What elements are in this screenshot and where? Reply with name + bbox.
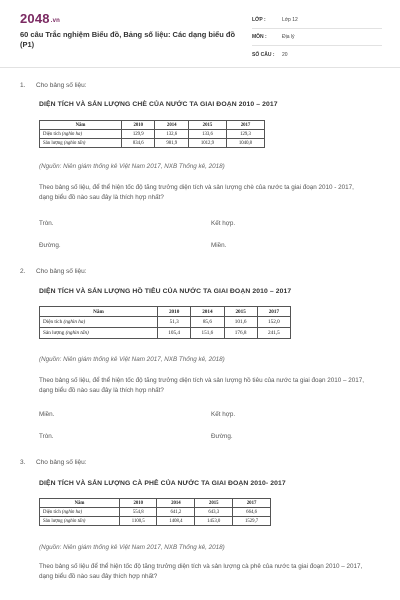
answer-option-a[interactable]: Tròn.	[39, 220, 54, 227]
table-source: (Nguồn: Niên giám thống kê Việt Nam 2017, NXB Thống kê, 2018)	[39, 544, 225, 551]
table-cell: 129,3	[226, 130, 264, 139]
question-2	[20, 268, 382, 448]
table-cell: 85,6	[191, 317, 224, 328]
table-row	[40, 139, 265, 148]
answer-option-b[interactable]: Kết hợp.	[211, 411, 236, 418]
table-row	[40, 508, 271, 517]
table-header-cell: 2015	[188, 121, 226, 130]
table-header-cell: 2015	[195, 499, 233, 508]
table-header-cell: 2014	[191, 307, 224, 317]
row-label	[40, 139, 122, 148]
meta-row-count	[252, 46, 382, 63]
answer-option-d[interactable]: Đường.	[211, 433, 233, 440]
table-heading: DIỆN TÍCH VÀ SẢN LƯỢNG CHÈ CỦA NƯỚC TA GIAI ĐOẠN 2010 – 2017	[39, 101, 278, 108]
table-cell: 1100,5	[120, 517, 157, 526]
table-header-cell: Năm	[40, 499, 120, 508]
meta-key: SỐ CÂU :	[252, 51, 275, 58]
table-row	[40, 517, 271, 526]
table-cell: 1040,8	[226, 139, 264, 148]
table-cell: 151,6	[191, 328, 224, 339]
row-label	[40, 508, 120, 517]
logo-suffix: .vn	[50, 18, 61, 24]
table-heading: DIỆN TÍCH VÀ SẢN LƯỢNG HỒ TIÊU CỦA NƯỚC TA GIAI ĐOẠN 2010 – 2017	[39, 288, 292, 295]
question-prompt: Theo bảng số liệu, để thể hiện tốc độ tăng trưởng diện tích và sản lượng chè của nước ta giai đoạn 2010 - 2017, dạng biểu đồ nào sau đây là thích hợp nhất?	[39, 184, 354, 201]
row-unit: (nghìn ha)	[63, 319, 86, 325]
table-header-cell: 2017	[233, 499, 271, 508]
meta-value: Địa lý	[282, 34, 295, 40]
table-header-cell: 2010	[120, 499, 157, 508]
table-cell: 1529,7	[233, 517, 271, 526]
row-unit: (nghìn tấn)	[65, 330, 89, 336]
question-intro: Cho bảng số liệu:	[36, 82, 87, 89]
table-cell: 641,2	[157, 508, 195, 517]
row-label-text: Diện tích	[43, 131, 61, 137]
row-label	[40, 328, 158, 339]
answer-option-d[interactable]: Miền.	[211, 242, 227, 249]
answer-option-b[interactable]: Kết hợp.	[211, 220, 236, 227]
meta-row-class	[252, 12, 382, 29]
question-prompt: Theo bảng số liệu để thể hiện tốc độ tăng trưởng diện tích và sản lượng cà phê của nước ta giai đoạn 2010 – 2017, dạng biểu đồ nào sau đây thích hợp nhất?	[39, 563, 363, 580]
table-header-row	[40, 121, 265, 130]
meta-value: 20	[282, 51, 288, 58]
row-label-text: Diện tích	[43, 509, 61, 515]
table-cell: 554,8	[120, 508, 157, 517]
table-header-cell: Năm	[40, 121, 122, 130]
table-header-cell: 2010	[158, 307, 191, 317]
row-label-text: Sản lượng	[43, 330, 65, 336]
table-header-cell: 2014	[157, 499, 195, 508]
answer-option-c[interactable]: Đường.	[39, 242, 61, 249]
table-cell: 129,9	[122, 130, 155, 139]
table-cell: 152,0	[257, 317, 290, 328]
document-meta	[252, 12, 382, 63]
table-source: (Nguồn: Niên giám thống kê Việt Nam 2017, NXB Thống kê, 2018)	[39, 356, 225, 363]
answer-option-c[interactable]: Tròn.	[39, 433, 54, 440]
row-label-text: Sản lượng	[43, 518, 63, 524]
row-label	[40, 317, 158, 328]
question-number: 1.	[20, 82, 26, 89]
table-cell: 133,6	[188, 130, 226, 139]
question-intro: Cho bảng số liệu:	[36, 268, 87, 275]
question-intro: Cho bảng số liệu:	[36, 459, 87, 466]
site-logo[interactable]	[20, 11, 60, 26]
table-cell: 51,3	[158, 317, 191, 328]
row-label	[40, 517, 120, 526]
row-unit: (nghìn ha)	[61, 509, 83, 515]
table-header-cell: Năm	[40, 307, 158, 317]
table-source: (Nguồn: Niên giám thống kê Việt Nam 2017, NXB Thống kê, 2018)	[39, 163, 225, 170]
table-cell: 643,3	[195, 508, 233, 517]
meta-row-subject	[252, 29, 382, 46]
document-header	[0, 0, 400, 68]
row-unit: (nghìn ha)	[61, 131, 83, 137]
table-header-cell: 2015	[224, 307, 257, 317]
table-cell: 176,8	[224, 328, 257, 339]
meta-key: LỚP :	[252, 17, 266, 23]
row-label-text: Sản lượng	[43, 140, 63, 146]
table-cell: 105,4	[158, 328, 191, 339]
row-unit: (nghìn tấn)	[63, 518, 86, 524]
question-prompt: Theo bảng số liệu, để thể hiện tốc độ tăng trưởng diện tích và sản lượng hồ tiêu của nước ta giai đoạn 2010 – 2017, dạng biểu đồ nào sau đây là thích hợp nhất?	[39, 377, 365, 394]
table-cell: 1012,9	[188, 139, 226, 148]
table-row	[40, 130, 265, 139]
table-header-cell: 2017	[226, 121, 264, 130]
table-cell: 664,6	[233, 508, 271, 517]
meta-value: Lớp 12	[282, 17, 298, 23]
table-cell: 1408,4	[157, 517, 195, 526]
table-header-row	[40, 307, 291, 317]
row-label	[40, 130, 122, 139]
table-header-row	[40, 499, 271, 508]
row-label-text: Diện tích	[43, 319, 63, 325]
logo-text: 2048	[20, 11, 50, 26]
table-header-cell: 2017	[257, 307, 290, 317]
table-cell: 241,5	[257, 328, 290, 339]
data-table	[39, 498, 271, 526]
question-number: 3.	[20, 459, 26, 466]
table-row	[40, 328, 291, 339]
row-unit: (nghìn tấn)	[63, 140, 86, 146]
table-row	[40, 317, 291, 328]
table-header-cell: 2014	[155, 121, 188, 130]
table-cell: 132,6	[155, 130, 188, 139]
question-3	[20, 459, 382, 600]
table-cell: 981,9	[155, 139, 188, 148]
table-cell: 1453,0	[195, 517, 233, 526]
table-cell: 834,6	[122, 139, 155, 148]
data-table	[39, 120, 265, 148]
table-header-cell: 2010	[122, 121, 155, 130]
table-cell: 101,6	[224, 317, 257, 328]
document-title: 60 câu Trắc nghiệm Biểu đồ, Bảng số liệu: Các dạng biểu đồ (P1)	[20, 30, 236, 49]
answer-option-a[interactable]: Miền.	[39, 411, 55, 418]
meta-key: MÔN :	[252, 34, 267, 40]
question-number: 2.	[20, 268, 26, 275]
question-1	[20, 82, 382, 257]
data-table	[39, 306, 291, 339]
table-heading: DIỆN TÍCH VÀ SẢN LƯỢNG CÀ PHÊ CỦA NƯỚC TA GIAI ĐOẠN 2010- 2017	[39, 480, 286, 487]
